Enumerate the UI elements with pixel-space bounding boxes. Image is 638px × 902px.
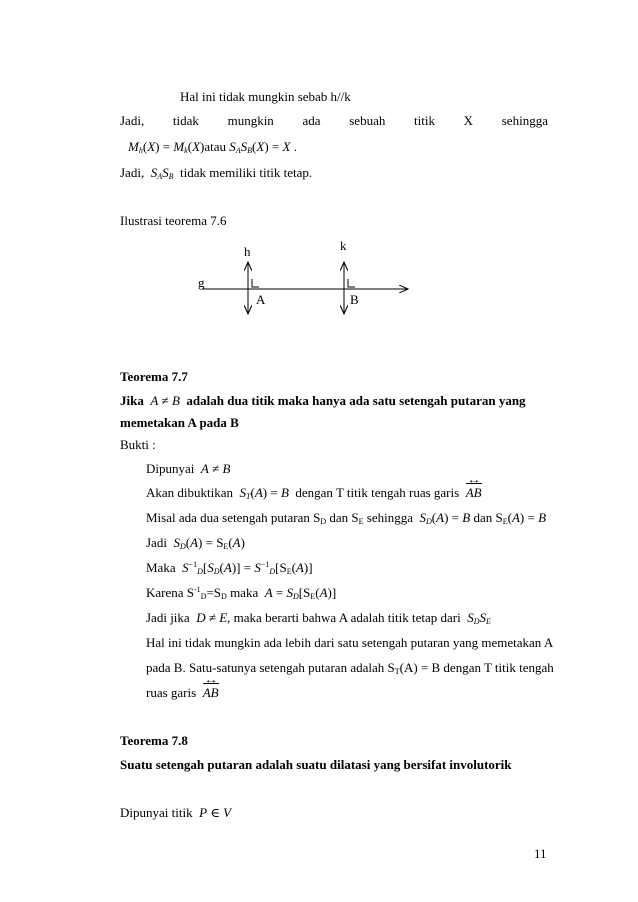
- text-prefix: Jadi,: [120, 165, 145, 180]
- justified-line: [120, 112, 548, 130]
- theorem-7-8-title: Teorema 7.8: [120, 733, 188, 748]
- proof-line-akan: Akan dibuktikan $S_T(A) = B$ dengan T titik tengah ruas garis AB ↔: [146, 484, 482, 503]
- illustration-title: Ilustrasi teorema 7.6: [120, 213, 227, 228]
- proof-line-jadi: Jadi $S_D(A) = S_E(A)$: [146, 535, 245, 551]
- label-B: B: [350, 292, 359, 307]
- right-angle-mark-h: [252, 279, 259, 287]
- text: Karena S: [146, 585, 195, 600]
- text: Dipunyai: [146, 461, 195, 476]
- text: Dipunyai titik: [120, 805, 193, 820]
- text-suffix: tidak memiliki titik tetap.: [179, 165, 313, 180]
- atau-text: atau: [204, 139, 227, 154]
- word: Jadi,: [120, 113, 145, 128]
- word: titik: [414, 113, 435, 128]
- proof-line-hal1: Hal ini tidak mungkin ada lebih dari satu setengah putaran yang memetakan A: [146, 635, 554, 650]
- theorem-7-7-statement: Jika A ≠ B adalah dua titik maka hanya ada satu setengah putaran yang: [120, 393, 526, 408]
- text: sehingga: [366, 510, 414, 525]
- dipunyai-titik-line: Dipunyai titik P ∈ V: [120, 805, 232, 820]
- text: dengan T titik tengah ruas garis: [295, 485, 460, 500]
- proof-line-karena: Karena $S^{-1}_D=S_D$ maka $A = S_D[S_E(A)]$: [146, 585, 337, 601]
- text: Akan dibuktikan: [146, 485, 234, 500]
- text-line: Jadi, $S_AS_B$ tidak memiliki titik tetap.: [120, 165, 313, 181]
- proof-line-maka: Maka $S^{-1}_D[S_D(A)] = S^{-1}_D[S_E(A)]$: [146, 560, 313, 576]
- text: dan S: [473, 510, 503, 525]
- word: sehingga: [501, 113, 548, 128]
- text-line: Hal ini tidak mungkin sebab h//k: [180, 89, 351, 104]
- text: Jadi: [146, 535, 167, 550]
- text: dan S: [329, 510, 359, 525]
- label-A: A: [256, 292, 266, 307]
- word: ada: [302, 113, 321, 128]
- label-g: g: [198, 275, 205, 290]
- stmt-jika: Jika: [120, 393, 144, 408]
- right-angle-mark-k: [348, 279, 355, 287]
- word: mungkin: [227, 113, 274, 128]
- text: =S: [206, 585, 222, 600]
- proof-line-ruas: ruas garis AB ↔: [146, 684, 219, 702]
- word: sebuah: [349, 113, 386, 128]
- bukti-label: Bukti :: [120, 437, 156, 452]
- text: , maka berarti bahwa A adalah titik tetap dari: [227, 610, 461, 625]
- stmt-rest: adalah dua titik maka hanya ada satu setengah putaran yang: [186, 393, 526, 408]
- proof-line-misal: Misal ada dua setengah putaran $S_D$ dan $S_E$ sehingga $S_D(A) = B$ dan $S_E(A) = B$: [146, 510, 547, 526]
- text: ruas garis: [146, 685, 197, 700]
- proof-line-hal2: pada B. Satu-satunya setengah putaran adalah $S_T(A) = B$ dengan T titik tengah: [146, 660, 554, 676]
- word: tidak: [172, 113, 199, 128]
- word: X: [463, 113, 474, 128]
- text: pada B. Satu-satunya setengah putaran adalah S: [146, 660, 395, 675]
- label-k: k: [340, 238, 347, 253]
- text: (A) = B dengan T titik tengah: [399, 660, 554, 675]
- proof-line-jadijika: Jadi jika D ≠ E, maka berarti bahwa A adalah titik tetap dari $S_DS_E$: [146, 610, 491, 626]
- theorem-7-8-statement: Suatu setengah putaran adalah suatu dilatasi yang bersifat involutorik: [120, 757, 512, 772]
- theorem-7-7-title: Teorema 7.7: [120, 369, 188, 384]
- text: Misal ada dua setengah putaran S: [146, 510, 321, 525]
- theorem-7-7-statement-line2: memetakan A pada B: [120, 415, 239, 430]
- proof-line-dipunyai: Dipunyai A ≠ B: [146, 461, 231, 476]
- page-number: 11: [534, 846, 547, 861]
- text: maka: [230, 585, 259, 600]
- label-h: h: [244, 244, 251, 259]
- text: Maka: [146, 560, 176, 575]
- text: Jadi jika: [146, 610, 190, 625]
- formula-line: $M_h(X)$ = $M_k(X)atau$ $S_AS_B(X) = X$ .: [128, 139, 297, 155]
